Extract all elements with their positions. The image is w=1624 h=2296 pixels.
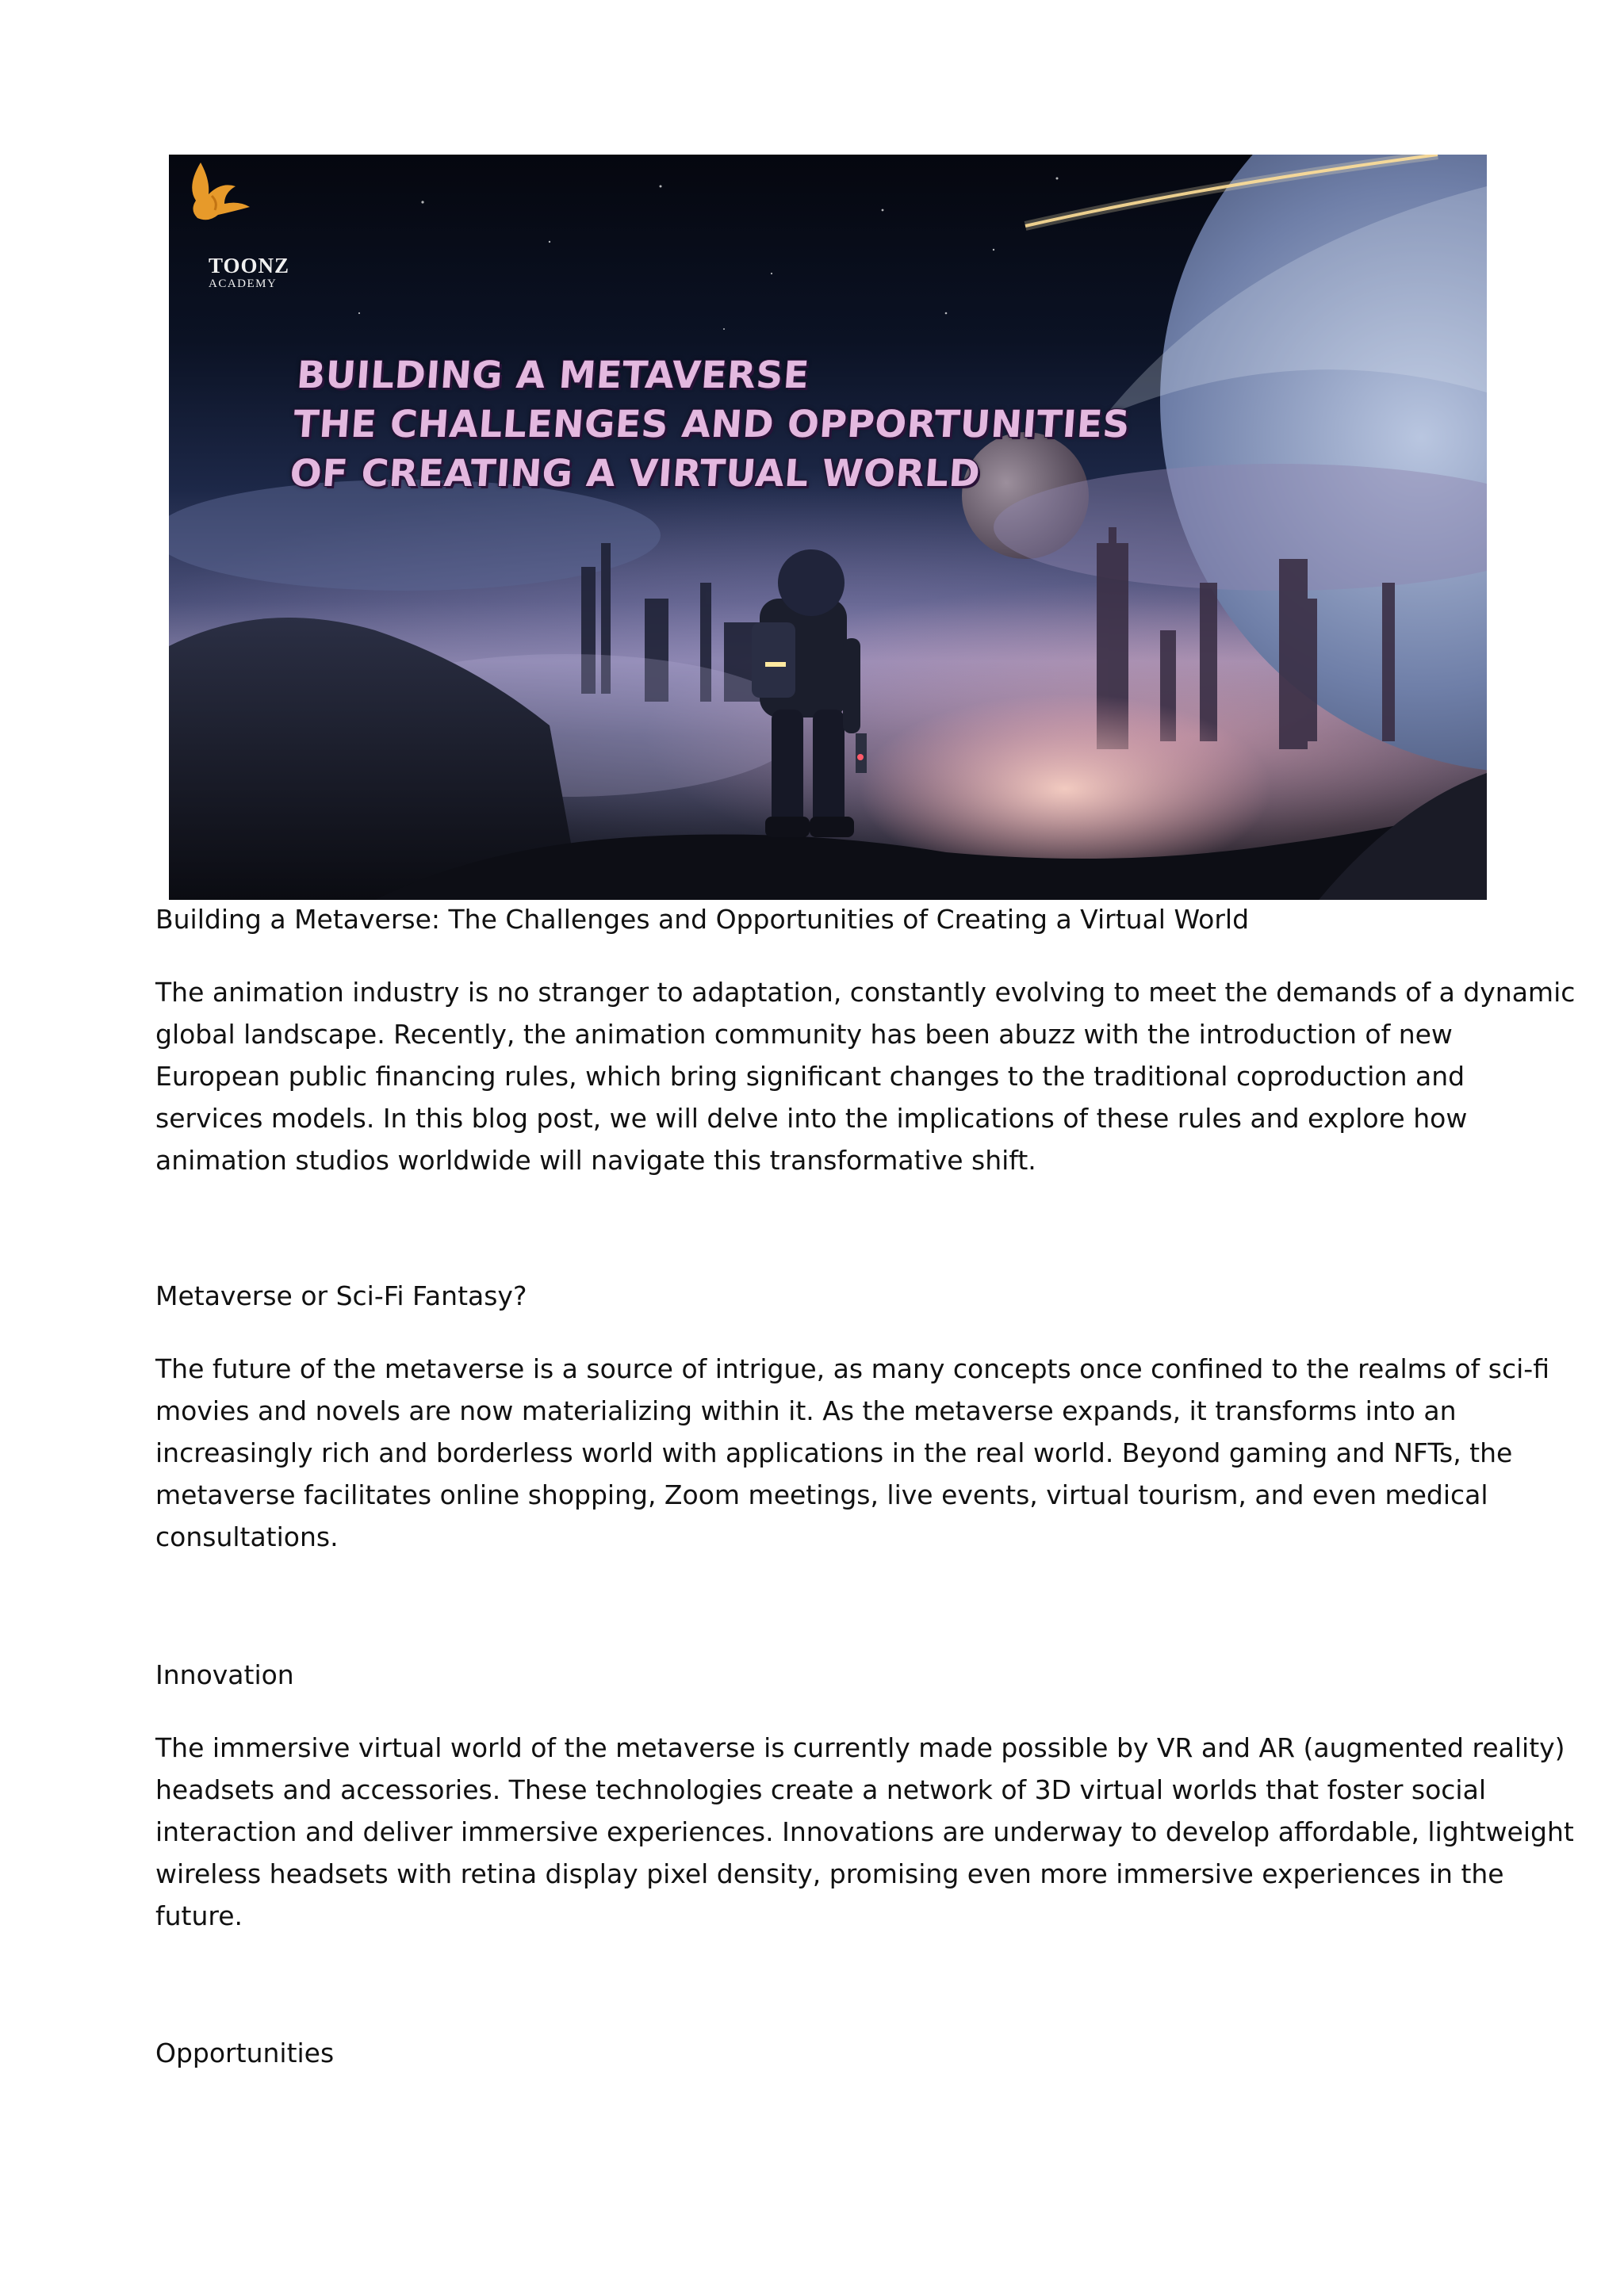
paragraph-line: wireless headsets with retina display pixel density, promising even more immersive experiences in the: [155, 1858, 1504, 1889]
paragraph-line: movies and novels are now materializing within it. As the metaverse expands, it transforms into an: [155, 1395, 1457, 1426]
image-caption: Building a Metaverse: The Challenges and Opportunities of Creating a Virtual World: [155, 904, 1250, 935]
hero-title-line: BUILDING A METAVERSE: [295, 354, 811, 397]
paragraph-line: animation studios worldwide will navigate this transformative shift.: [155, 1145, 1036, 1176]
paragraph-line: future.: [155, 1900, 243, 1931]
hero-title-line: OF CREATING A VIRTUAL WORLD: [288, 452, 982, 496]
logo-sub-text: ACADEMY: [209, 277, 278, 290]
hero-banner-image: [169, 155, 1487, 900]
paragraph-line: headsets and accessories. These technologies create a network of 3D virtual worlds that foster social: [155, 1774, 1486, 1805]
paragraph-line: interaction and deliver immersive experiences. Innovations are underway to develop affordable, lightweight: [155, 1816, 1574, 1847]
stars: [358, 178, 1059, 331]
paragraph-line: metaverse facilitates online shopping, Zoom meetings, live events, virtual tourism, and even medical: [155, 1479, 1488, 1510]
section-heading-innovation: Innovation: [155, 1659, 294, 1690]
astronaut-figure: [752, 549, 867, 837]
paragraph-line: The future of the metaverse is a source of intrigue, as many concepts once confined to the realms of sci-fi: [155, 1353, 1549, 1384]
hero-scene: [169, 155, 1487, 900]
paragraph-line: The animation industry is no stranger to adaptation, constantly evolving to meet the demands of a dynamic: [155, 977, 1576, 1008]
metaverse-paragraph: [155, 1348, 1549, 1558]
paragraph-line: The immersive virtual world of the metaverse is currently made possible by VR and AR (augmented reality): [155, 1732, 1565, 1763]
hero-title: [288, 351, 1135, 499]
paragraph-line: consultations.: [155, 1521, 339, 1552]
hero-title-line: THE CHALLENGES AND OPPORTUNITIES: [292, 403, 1132, 446]
logo-brand-text: TOONZ: [209, 254, 290, 277]
dragon-logo-icon: [169, 155, 264, 266]
intro-paragraph: [155, 971, 1576, 1181]
paragraph-line: services models. In this blog post, we will delve into the implications of these rules and explore how: [155, 1103, 1468, 1134]
paragraph-line: European public financing rules, which bring significant changes to the traditional coproduction and: [155, 1061, 1465, 1092]
section-heading-metaverse-or-sci-fi: Metaverse or Sci-Fi Fantasy?: [155, 1280, 527, 1311]
innovation-paragraph: [155, 1727, 1574, 1937]
section-heading-opportunities: Opportunities: [155, 2038, 335, 2068]
logo-wordmark: [209, 255, 289, 290]
paragraph-line: increasingly rich and borderless world with applications in the real world. Beyond gaming and NFTs, the: [155, 1437, 1513, 1468]
paragraph-line: global landscape. Recently, the animation community has been abuzz with the introduction of new: [155, 1019, 1453, 1050]
